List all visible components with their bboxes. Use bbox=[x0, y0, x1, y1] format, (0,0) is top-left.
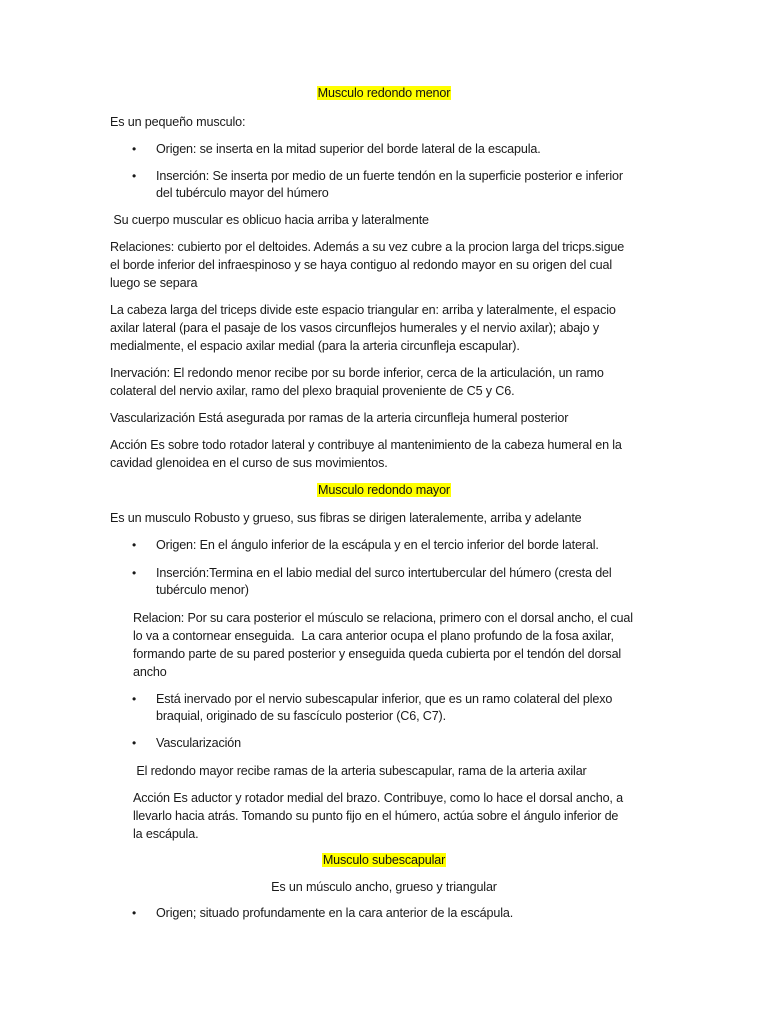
heading-highlight: Musculo subescapular bbox=[322, 853, 446, 867]
bullet-icon: • bbox=[132, 692, 137, 706]
bullet-icon: • bbox=[132, 169, 137, 183]
paragraph-relaciones-line-1: Relaciones: cubierto por el deltoides. Además a su vez cubre a la procion larga del tricps.sigue bbox=[110, 240, 625, 254]
heading-highlight: Musculo redondo mayor bbox=[318, 483, 450, 497]
paragraph-cabeza-line-3: medialmente, el espacio axilar medial (para la arteria circunfleja escapular). bbox=[110, 339, 520, 353]
bullet-inervado-line-1: Está inervado por el nervio subescapular inferior, que es un ramo colateral del plexo bbox=[156, 692, 613, 706]
paragraph-vascularizacion: Vascularización Está asegurada por ramas de la arteria circunfleja humeral posterior bbox=[110, 411, 569, 425]
paragraph-cabeza-line-1: La cabeza larga del triceps divide este espacio triangular en: arriba y lateralmente, el espacio bbox=[110, 303, 616, 317]
paragraph-robusto: Es un musculo Robusto y grueso, sus fibras se dirigen lateralemente, arriba y adelante bbox=[110, 511, 582, 525]
section-heading-redondo-menor bbox=[0, 85, 768, 102]
paragraph-ancho-grueso: Es un músculo ancho, grueso y triangular bbox=[271, 880, 497, 894]
paragraph-relacion-line-3: formando parte de su pared posterior y enseguida queda cubierta por el tendón del dorsal bbox=[133, 647, 622, 661]
bullet-icon: • bbox=[132, 142, 137, 156]
paragraph-accion-line-1: Acción Es aductor y rotador medial del brazo. Contribuye, como lo hace el dorsal ancho, a bbox=[133, 791, 623, 805]
section-heading-subescapular bbox=[0, 852, 768, 869]
paragraph-cabeza-line-2: axilar lateral (para el pasaje de los vasos circunflejos humerales y el nervio axilar); abajo y bbox=[110, 321, 600, 335]
bullet-insercion-line-1: Inserción: Se inserta por medio de un fuerte tendón en la superficie posterior e inferior bbox=[156, 169, 623, 183]
bullet-insercion-line-2: tubérculo menor) bbox=[156, 583, 249, 597]
paragraph-inervacion-line-2: colateral del nervio axilar, ramo del plexo braquial proveniente de C5 y C6. bbox=[110, 384, 515, 398]
section-heading-redondo-mayor bbox=[0, 482, 768, 499]
paragraph-relacion-line-4: ancho bbox=[133, 665, 167, 679]
bullet-vascularizacion: Vascularización bbox=[156, 736, 242, 750]
paragraph-inervacion-line-1: Inervación: El redondo menor recibe por su borde inferior, cerca de la articulación, un ramo bbox=[110, 366, 604, 380]
bullet-insercion-line-2: del tubérculo mayor del húmero bbox=[156, 186, 329, 200]
paragraph-relacion-line-1: Relacion: Por su cara posterior el músculo se relaciona, primero con el dorsal ancho, el cual bbox=[133, 611, 633, 625]
heading-highlight: Musculo redondo menor bbox=[317, 86, 451, 100]
bullet-insercion-line-1: Inserción:Termina en el labio medial del surco intertubercular del húmero (cresta del bbox=[156, 566, 612, 580]
bullet-origen: Origen: En el ángulo inferior de la escápula y en el tercio inferior del borde lateral. bbox=[156, 538, 599, 552]
paragraph-cuerpo: Su cuerpo muscular es oblicuo hacia arriba y lateralmente bbox=[110, 213, 429, 227]
paragraph-intro: Es un pequeño musculo: bbox=[110, 115, 246, 129]
paragraph-relaciones-line-3: luego se separa bbox=[110, 276, 198, 290]
bullet-icon: • bbox=[132, 566, 137, 580]
paragraph-accion-line-2: llevarlo hacia atrás. Tomando su punto fijo en el húmero, actúa sobre el ángulo inferior de bbox=[133, 809, 619, 823]
bullet-origen: Origen: se inserta en la mitad superior del borde lateral de la escapula. bbox=[156, 142, 541, 156]
paragraph-accion-line-1: Acción Es sobre todo rotador lateral y contribuye al mantenimiento de la cabeza humeral en la bbox=[110, 438, 622, 452]
paragraph-redondo-mayor-ramas: El redondo mayor recibe ramas de la arteria subescapular, rama de la arteria axilar bbox=[133, 764, 587, 778]
bullet-inervado-line-2: braquial, originado de su fascículo posterior (C6, C7). bbox=[156, 709, 446, 723]
bullet-icon: • bbox=[132, 538, 137, 552]
paragraph-accion-line-2: cavidad glenoidea en el curso de sus movimientos. bbox=[110, 456, 388, 470]
bullet-icon: • bbox=[132, 906, 137, 920]
paragraph-relaciones-line-2: el borde inferior del infraespinoso y se haya contiguo al redondo mayor en su origen del cual bbox=[110, 258, 613, 272]
paragraph-accion-line-3: la escápula. bbox=[133, 827, 199, 841]
bullet-origen: Origen; situado profundamente en la cara anterior de la escápula. bbox=[156, 906, 514, 920]
paragraph-relacion-line-2: lo va a contornear enseguida. La cara anterior ocupa el plano profundo de la fosa axilar, bbox=[133, 629, 614, 643]
bullet-icon: • bbox=[132, 736, 137, 750]
